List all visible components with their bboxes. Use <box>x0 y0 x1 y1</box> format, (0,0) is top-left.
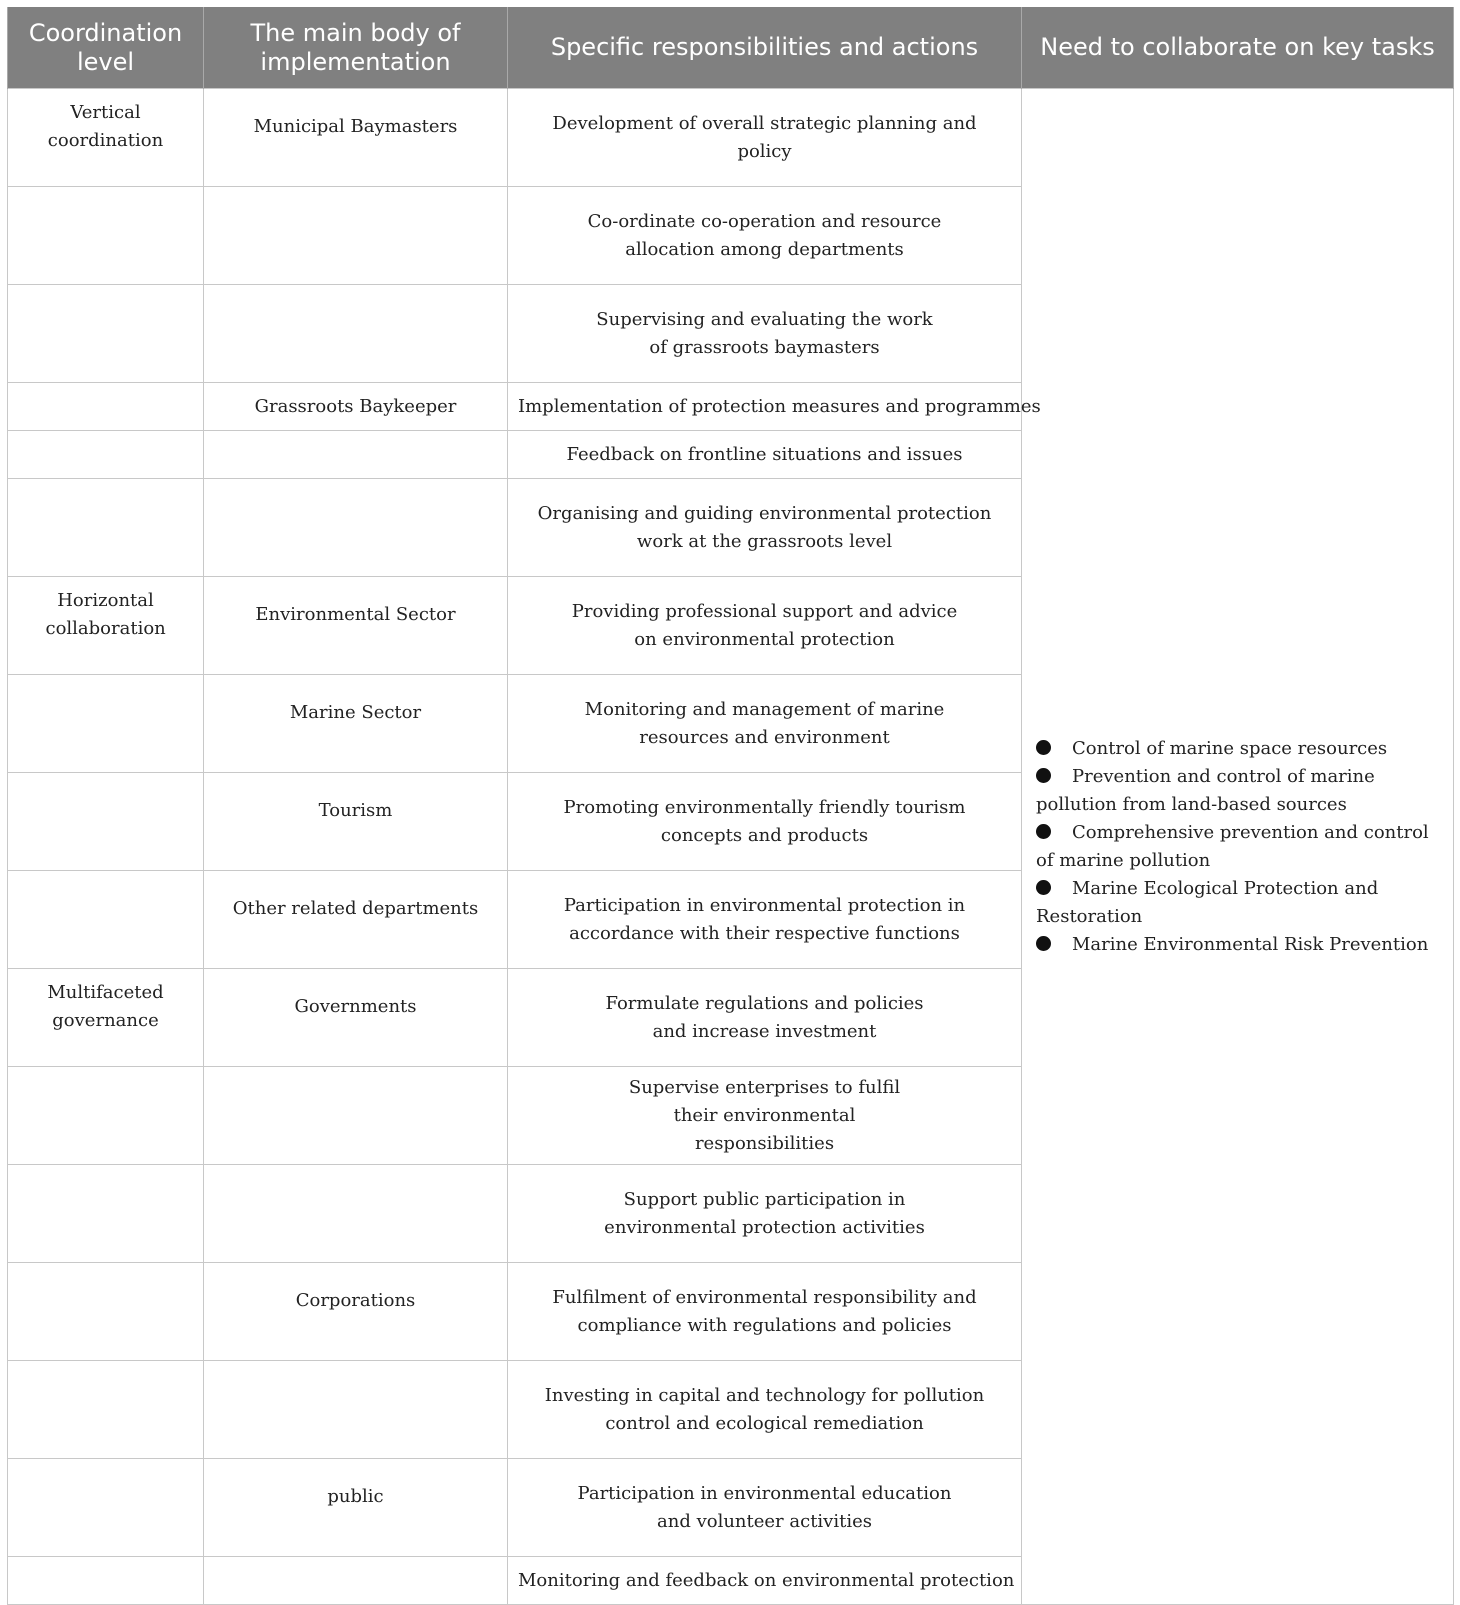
bullet-icon <box>1036 740 1051 755</box>
responsibility-cell: Promoting environmentally friendly tourism concepts and products <box>508 773 1022 871</box>
coordination-level-cell <box>8 1165 204 1263</box>
implementation-body-cell <box>204 1067 508 1165</box>
coordination-level-cell <box>8 1067 204 1165</box>
coordination-level-cell <box>8 431 204 479</box>
responsibility-cell: Organising and guiding environmental protection work at the grassroots level <box>508 479 1022 577</box>
responsibility-table <box>7 7 1454 1605</box>
responsibility-cell: Investing in capital and technology for pollution control and ecological remediation <box>508 1361 1022 1459</box>
coordination-level-cell <box>8 383 204 431</box>
implementation-body-cell: public <box>204 1459 508 1557</box>
responsibility-cell: Supervising and evaluating the work of grassroots baymasters <box>508 285 1022 383</box>
key-task-item: Prevention and control of marine pollution from land-based sources <box>1036 765 1375 815</box>
coordination-level-cell: Vertical coordination <box>8 89 204 187</box>
responsibility-cell: Formulate regulations and policies and increase investment <box>508 969 1022 1067</box>
key-task-item: Marine Ecological Protection and Restoration <box>1036 877 1379 927</box>
coordination-level-cell <box>8 1557 204 1605</box>
coordination-level-cell <box>8 285 204 383</box>
responsibility-cell: Monitoring and management of marine resources and environment <box>508 675 1022 773</box>
implementation-body-cell: Environmental Sector <box>204 577 508 675</box>
responsibility-cell: Participation in environmental protection in accordance with their respective functions <box>508 871 1022 969</box>
responsibility-cell: Participation in environmental education and volunteer activities <box>508 1459 1022 1557</box>
responsibility-cell: Supervise enterprises to fulfil their environmental responsibilities <box>508 1067 1022 1165</box>
header-main-body: The main body of implementation <box>204 7 508 89</box>
bullet-icon <box>1036 880 1051 895</box>
key-task-item: Control of marine space resources <box>1036 735 1441 763</box>
implementation-body-cell: Corporations <box>204 1263 508 1361</box>
responsibility-cell: Feedback on frontline situations and issues <box>508 431 1022 479</box>
responsibility-cell: Fulfilment of environmental responsibility and compliance with regulations and policies <box>508 1263 1022 1361</box>
responsibility-cell: Co-ordinate co-operation and resource allocation among departments <box>508 187 1022 285</box>
coordination-level-cell <box>8 187 204 285</box>
implementation-body-cell <box>204 1557 508 1605</box>
implementation-body-cell: Other related departments <box>204 871 508 969</box>
coordination-level-cell <box>8 773 204 871</box>
implementation-body-cell <box>204 431 508 479</box>
implementation-body-cell: Tourism <box>204 773 508 871</box>
responsibility-cell: Development of overall strategic planning and policy <box>508 89 1022 187</box>
key-task-item: Comprehensive prevention and control of marine pollution <box>1036 821 1429 871</box>
coordination-level-cell <box>8 1361 204 1459</box>
key-task-item: Marine Environmental Risk Prevention <box>1036 931 1441 959</box>
implementation-body-cell: Governments <box>204 969 508 1067</box>
coordination-level-cell <box>8 871 204 969</box>
coordination-level-cell: Horizontal collaboration <box>8 577 204 675</box>
table-header-row <box>8 7 1454 89</box>
responsibility-cell: Monitoring and feedback on environmental protection <box>508 1557 1022 1605</box>
header-responsibilities: Specific responsibilities and actions <box>508 7 1022 89</box>
implementation-body-cell <box>204 1361 508 1459</box>
bullet-icon <box>1036 824 1051 839</box>
responsibility-cell: Support public participation in environmental protection activities <box>508 1165 1022 1263</box>
coordination-level-cell <box>8 675 204 773</box>
bullet-icon <box>1036 936 1051 951</box>
coordination-level-cell: Multifaceted governance <box>8 969 204 1067</box>
implementation-body-cell: Marine Sector <box>204 675 508 773</box>
implementation-body-cell <box>204 285 508 383</box>
table-row <box>8 89 1454 187</box>
coordination-level-cell <box>8 1459 204 1557</box>
header-key-tasks: Need to collaborate on key tasks <box>1022 7 1454 89</box>
implementation-body-cell <box>204 479 508 577</box>
implementation-body-cell <box>204 187 508 285</box>
coordination-level-cell <box>8 479 204 577</box>
responsibility-table-container <box>7 7 1453 1605</box>
implementation-body-cell: Grassroots Baykeeper <box>204 383 508 431</box>
responsibility-cell: Providing professional support and advice on environmental protection <box>508 577 1022 675</box>
bullet-icon <box>1036 768 1051 783</box>
responsibility-cell: Implementation of protection measures and programmes <box>508 383 1022 431</box>
implementation-body-cell: Municipal Baymasters <box>204 89 508 187</box>
key-tasks-cell <box>1022 89 1454 1605</box>
header-coordination-level: Coordination level <box>8 7 204 89</box>
implementation-body-cell <box>204 1165 508 1263</box>
key-tasks-list <box>1036 735 1441 959</box>
coordination-level-cell <box>8 1263 204 1361</box>
